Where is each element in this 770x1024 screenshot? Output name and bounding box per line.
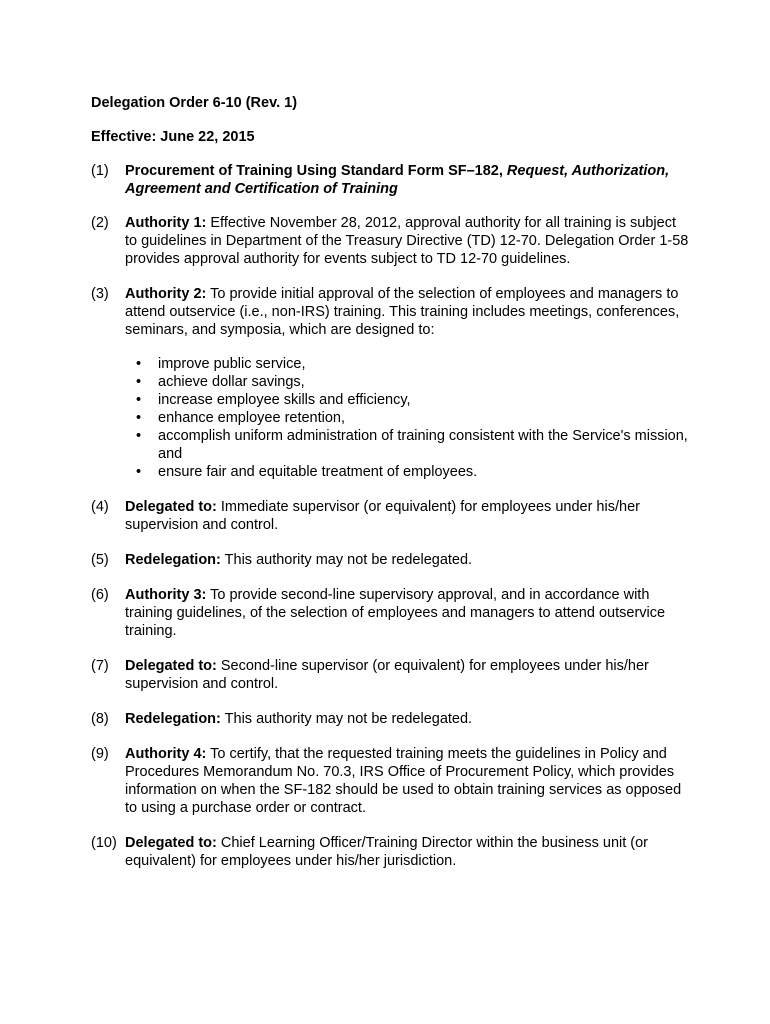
list-item — [136, 463, 691, 481]
paragraph-7 — [91, 657, 691, 693]
bullet-list — [91, 355, 691, 481]
list-item-text: achieve dollar savings, — [158, 374, 305, 390]
paragraph-number: (2) — [91, 215, 109, 231]
paragraph-text: This authority may not be redelegated. — [220, 711, 473, 727]
paragraph-text: To provide second-line supervisory approval, and in accordance with training guidelines, of the selection of employees and managers to attend outservice training. — [125, 587, 666, 639]
paragraph-text: This authority may not be redelegated. — [220, 552, 473, 568]
paragraph-label: Delegated to: — [125, 658, 217, 674]
paragraph-number: (7) — [91, 658, 109, 674]
list-item — [136, 427, 691, 463]
paragraph-text: Immediate supervisor (or equivalent) for employees under his/her supervision and control. — [125, 499, 640, 533]
paragraph-8 — [91, 710, 691, 728]
paragraph-label: Authority 4: — [125, 746, 207, 762]
bullet-icon: • — [136, 392, 142, 408]
paragraph-label: Authority 1: — [125, 215, 207, 231]
paragraph-10 — [91, 834, 691, 870]
list-item-text: enhance employee retention, — [158, 410, 346, 426]
paragraph-number: (10) — [91, 835, 117, 851]
paragraph-number: (3) — [91, 286, 109, 302]
bullet-icon: • — [136, 374, 142, 390]
paragraph-label: Redelegation: — [125, 552, 221, 568]
paragraph-heading: Procurement of Training Using Standard Form SF–182, — [125, 163, 507, 179]
paragraph-label: Delegated to: — [125, 835, 217, 851]
paragraph-9 — [91, 745, 691, 817]
paragraph-label: Authority 3: — [125, 587, 207, 603]
list-item-text: increase employee skills and efficiency, — [158, 392, 411, 408]
list-item — [136, 409, 691, 427]
paragraph-text: Chief Learning Officer/Training Director within the business unit (or equivalent) for employees under his/her jurisdiction. — [125, 835, 649, 869]
paragraph-text: To certify, that the requested training meets the guidelines in Policy and Procedures Memorandum No. 70.3, IRS Office of Procurement Policy, which provides information on when the SF-182 should be used to obtain training services as opposed to using a purchase order or contract. — [125, 746, 682, 816]
list-item-text: improve public service, — [158, 356, 306, 372]
paragraph-3 — [91, 285, 691, 339]
bullet-icon: • — [136, 356, 142, 372]
effective-date: Effective: June 22, 2015 — [91, 129, 255, 145]
paragraph-number: (6) — [91, 587, 109, 603]
paragraph-number: (4) — [91, 499, 109, 515]
paragraph-number: (1) — [91, 163, 109, 179]
bullet-icon: • — [136, 464, 142, 480]
list-item — [136, 391, 691, 409]
list-item-text: ensure fair and equitable treatment of employees. — [158, 464, 478, 480]
document-page — [91, 94, 691, 870]
paragraph-text: To provide initial approval of the selection of employees and managers to attend outservice (i.e., non-IRS) training. This training includes meetings, conferences, seminars, and symposia, which are designed to: — [125, 286, 680, 338]
paragraph-number: (8) — [91, 711, 109, 727]
list-item — [136, 355, 691, 373]
paragraph-label: Redelegation: — [125, 711, 221, 727]
document-title: Delegation Order 6-10 (Rev. 1) — [91, 95, 298, 111]
paragraph-4 — [91, 498, 691, 534]
paragraph-1 — [91, 162, 691, 198]
list-item — [136, 373, 691, 391]
paragraph-5 — [91, 551, 691, 569]
paragraph-label: Delegated to: — [125, 499, 217, 515]
bullet-icon: • — [136, 410, 142, 426]
paragraph-label: Authority 2: — [125, 286, 207, 302]
paragraph-text: Second-line supervisor (or equivalent) for employees under his/her supervision and control. — [125, 658, 649, 692]
paragraph-6 — [91, 586, 691, 640]
paragraph-text: Effective November 28, 2012, approval authority for all training is subject to guidelines in Department of the Treasury Directive (TD) 12-70. Delegation Order 1-58 provides approval authority for events subject to TD 12-70 guidelines. — [125, 215, 689, 267]
bullet-icon: • — [136, 428, 142, 444]
paragraph-number: (5) — [91, 552, 109, 568]
form-title: Request, Authorization, Agreement and Certification of Training — [125, 163, 670, 197]
list-item-text: accomplish uniform administration of training consistent with the Service's mission, and — [158, 428, 688, 462]
paragraph-2 — [91, 214, 691, 268]
paragraph-number: (9) — [91, 746, 109, 762]
